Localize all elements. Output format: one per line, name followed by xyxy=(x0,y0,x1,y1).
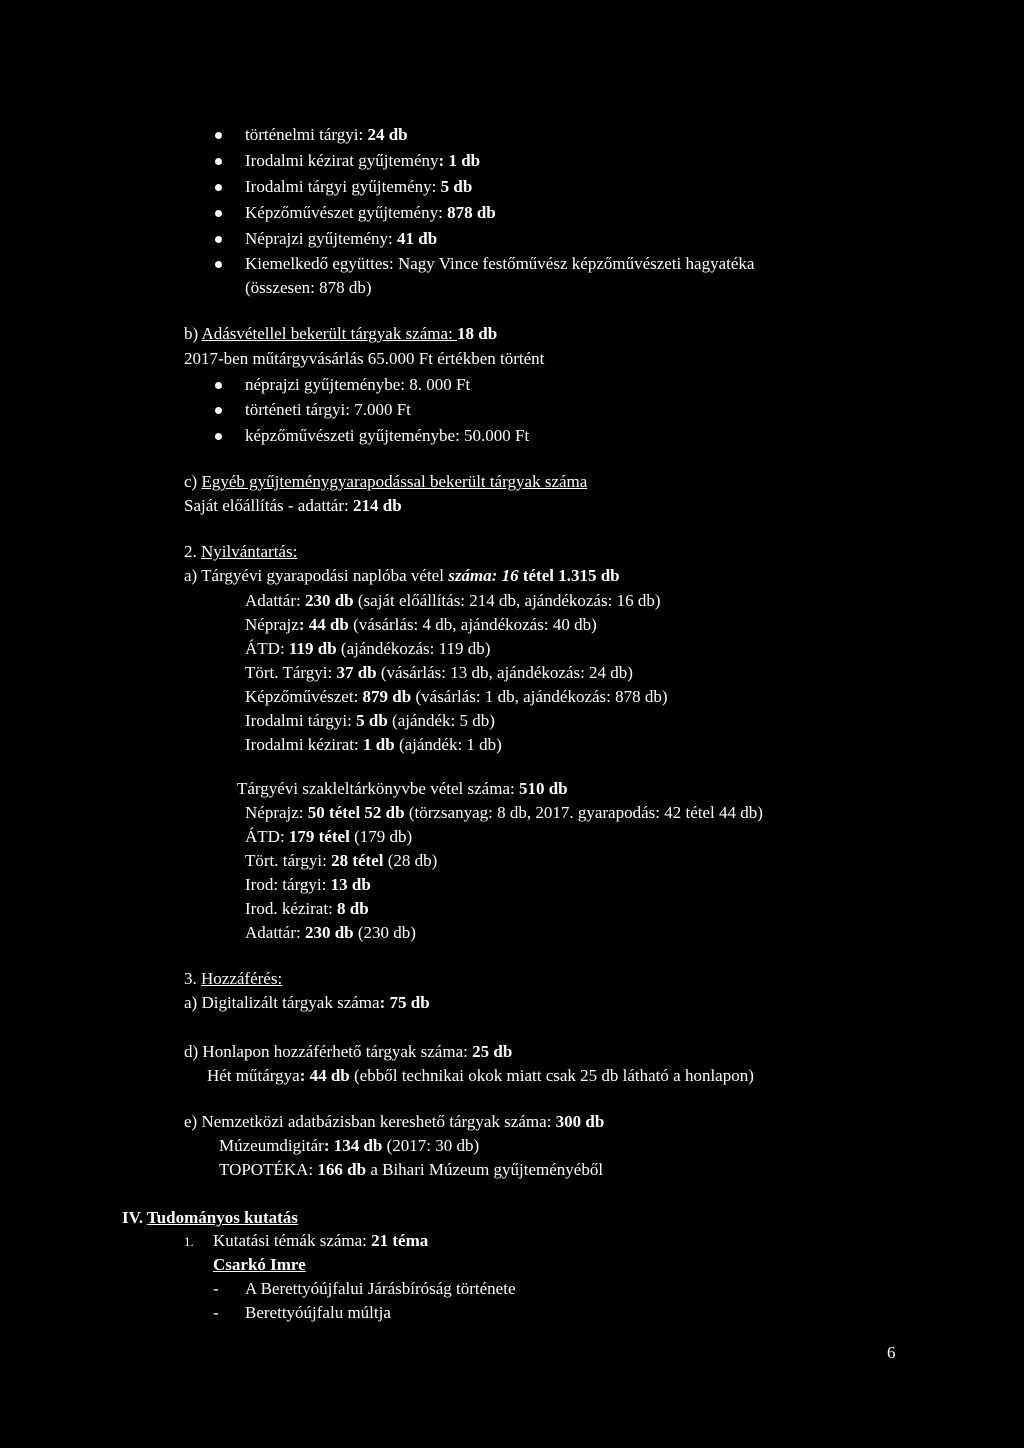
list1-item-5-continuation: (összesen: 878 db) xyxy=(245,278,372,297)
section-b-item-0: néprajzi gyűjteménybe: 8. 000 Ft xyxy=(245,373,470,397)
registry-row-2: ÁTD: 119 db (ajándékozás: 119 db) xyxy=(245,639,491,658)
registry-row-6: Irodalmi kézirat: 1 db (ajándék: 1 db) xyxy=(245,735,502,754)
section-2-a-line: a) Tárgyévi gyarapodási naplóba vétel száma: 16 tétel 1.315 db xyxy=(184,566,620,585)
list1-item-4: Néprajzi gyűjtemény: 41 db xyxy=(245,227,437,251)
digitized-count: a) Digitalizált tárgyak száma: 75 db xyxy=(184,993,430,1012)
list1-item-3: Képzőművészet gyűjtemény: 878 db xyxy=(245,201,496,225)
section-3-heading: 3. Hozzáférés: xyxy=(184,969,283,988)
international-db-count: e) Nemzetközi adatbázisban kereshető tárgyak száma: 300 db xyxy=(184,1112,605,1131)
list1-item-0: történelmi tárgyi: 24 db xyxy=(245,123,408,147)
research-topic-0: - A Berettyóújfalui Járásbíróság története xyxy=(213,1279,516,1298)
section-c-own-production: Saját előállítás - adattár: 214 db xyxy=(184,496,402,515)
inventory-row-2: Tört. tárgyi: 28 tétel (28 db) xyxy=(245,851,438,870)
section-IV-heading: IV. Tudományos kutatás xyxy=(122,1208,298,1227)
registry-row-1: Néprajz: 44 db (vásárlás: 4 db, ajándékozás: 40 db) xyxy=(245,615,597,634)
registry-row-3: Tört. Tárgyi: 37 db (vásárlás: 13 db, ajándékozás: 24 db) xyxy=(245,663,633,682)
inventory-row-3: Irod: tárgyi: 13 db xyxy=(245,875,371,894)
artwork-of-week: Hét műtárgya: 44 db (ebből technikai okok miatt csak 25 db látható a honlapon) xyxy=(207,1066,754,1085)
registry-row-4: Képzőművészet: 879 db (vásárlás: 1 db, ajándékozás: 878 db) xyxy=(245,687,668,706)
registry-row-5: Irodalmi tárgyi: 5 db (ajándék: 5 db) xyxy=(245,711,495,730)
website-accessible-count: d) Honlapon hozzáférhető tárgyak száma: 25 db xyxy=(184,1042,513,1061)
section-2-heading: 2. Nyilvántartás: xyxy=(184,542,298,561)
inventory-book-heading: Tárgyévi szakleltárkönyvbe vétel száma: 510 db xyxy=(237,779,568,798)
registry-row-0: Adattár: 230 db (saját előállítás: 214 db, ajándékozás: 16 db) xyxy=(245,591,661,610)
inventory-row-4: Irod. kézirat: 8 db xyxy=(245,899,369,918)
topoteka-count: TOPOTÉKA: 166 db a Bihari Múzeum gyűjteményéből xyxy=(219,1160,604,1179)
inventory-row-0: Néprajz: 50 tétel 52 db (törzsanyag: 8 db, 2017. gyarapodás: 42 tétel 44 db) xyxy=(245,803,763,822)
section-b-heading: b) Adásvétellel bekerült tárgyak száma: 18 db xyxy=(184,324,498,343)
page-number: 6 xyxy=(887,1343,896,1362)
researcher-name: Csarkó Imre xyxy=(213,1255,306,1274)
list1-item-2: Irodalmi tárgyi gyűjtemény: 5 db xyxy=(245,175,472,199)
section-c-heading: c) Egyéb gyűjteménygyarapodással bekerült tárgyak száma xyxy=(184,472,588,491)
list1-item-1: Irodalmi kézirat gyűjtemény: 1 db xyxy=(245,149,480,173)
research-topic-1: - Berettyóújfalu múltja xyxy=(213,1303,391,1322)
section-b-purchase-total: 2017-ben műtárgyvásárlás 65.000 Ft értékben történt xyxy=(184,349,545,368)
inventory-row-1: ÁTD: 179 tétel (179 db) xyxy=(245,827,413,846)
list1-item-5: Kiemelkedő együttes: Nagy Vince festőművész képzőművészeti hagyatéka xyxy=(245,252,754,276)
inventory-row-5: Adattár: 230 db (230 db) xyxy=(245,923,416,942)
section-b-item-1: történeti tárgyi: 7.000 Ft xyxy=(245,398,411,422)
muzeumdigitar-count: Múzeumdigitár: 134 db (2017: 30 db) xyxy=(219,1136,480,1155)
section-b-item-2: képzőművészeti gyűjteménybe: 50.000 Ft xyxy=(245,424,529,448)
